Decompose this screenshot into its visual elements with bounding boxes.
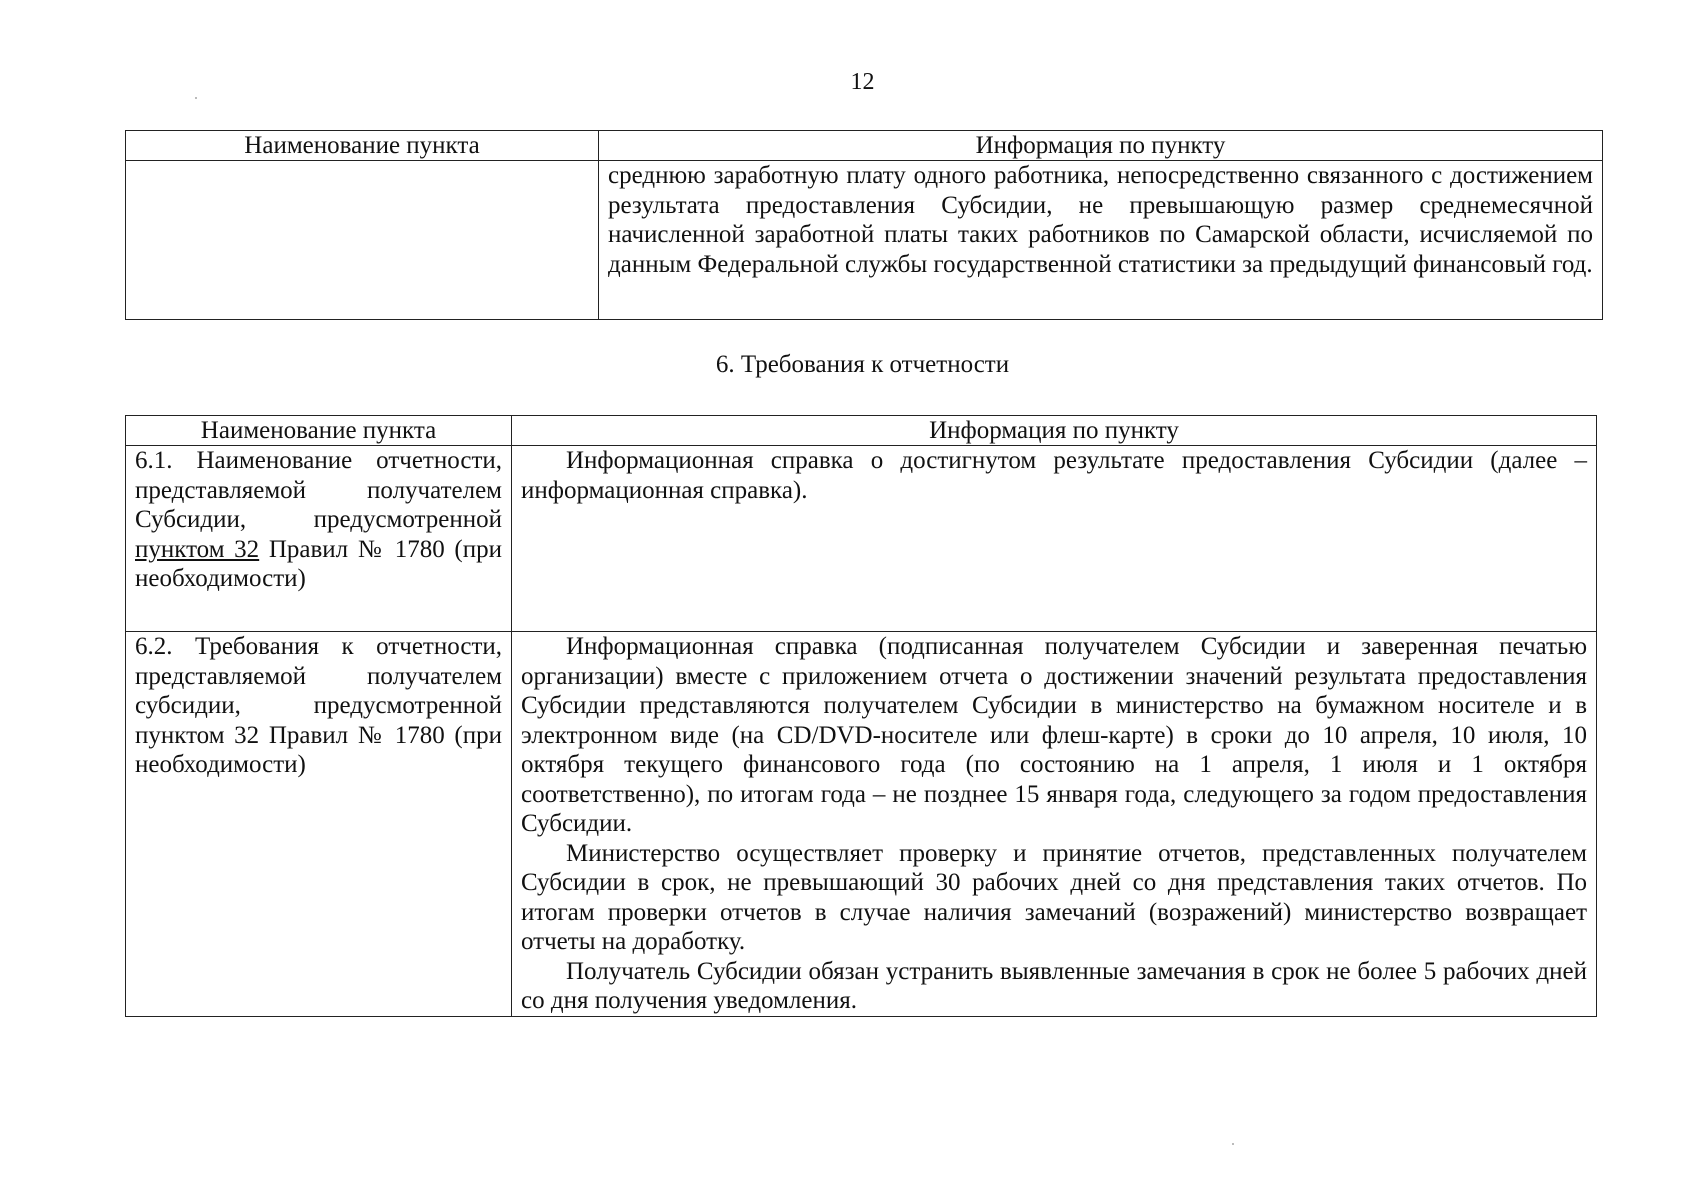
header-item-info: Информация по пункту (599, 131, 1603, 161)
section-title: 6. Требования к отчетности (715, 351, 1010, 378)
header-item-name: Наименование пункта (126, 416, 512, 446)
item-6-1-info-cell (512, 446, 1597, 632)
scan-speck (1232, 1143, 1234, 1145)
rule-paragraph-link[interactable]: пунктом 32 (135, 535, 260, 563)
item-6-1-name-tail: Правил № 1780 (при необходимости) (135, 535, 503, 592)
reporting-requirements-table (125, 415, 1597, 1017)
table-row (126, 632, 1597, 1017)
table-header-row (126, 131, 1603, 161)
header-item-name: Наименование пункта (126, 131, 599, 161)
page-number: 12 (850, 69, 875, 95)
item-6-2-info-paragraph-3: Получатель Субсидии обязан устранить выявленные замечания в срок не более 5 рабочих дней со дня получения уведомления. (521, 957, 1587, 1014)
item-6-2-name-cell: 6.2. Требования к отчетности, представляемой получателем субсидии, предусмотренной пунктом 32 Правил № 1780 (при необходимости) (126, 632, 512, 1017)
item-6-2-info-cell (512, 632, 1597, 1017)
table-row (126, 161, 1603, 320)
table-header-row (126, 416, 1597, 446)
item-6-1-info-text: Информационная справка о достигнутом результате предоставления Субсидии (далее – информационная справка). (521, 447, 1587, 504)
header-item-info: Информация по пункту (512, 416, 1597, 446)
item-6-1-name-cell (126, 446, 512, 632)
continued-info-cell: среднюю заработную плату одного работника, непосредственно связанного с достижением результата предоставления Субсидии, не превышающую размер среднемесячной начисленной заработной платы таких работников по Самарской области, исчисляемой по данным Федеральной службы государственной статистики за предыдущий финансовый год. (599, 161, 1603, 320)
empty-name-cell (126, 161, 599, 320)
item-6-2-info-paragraph-2: Министерство осуществляет проверку и принятие отчетов, представленных получателем Субсидии в срок, не превышающий 30 рабочих дней со дня представления таких отчетов. По итогам проверки отчетов в случае наличия замечаний (возражений) министерство возвращает отчеты на доработку. (521, 839, 1587, 955)
table-row (126, 446, 1597, 632)
scan-speck (195, 97, 197, 99)
item-6-2-info-paragraph-1: Информационная справка (подписанная получателем Субсидии и заверенная печатью организации) вместе с приложением отчета о достижении значений результата предоставления Субсидии представляются получателем Субсидии в министерство на бумажном носителе и в электронном виде (на CD/DVD-носителе или флеш-карте) в сроки до 10 апреля, 10 июля, 10 октября текущего финансового года (по состоянию на 1 апреля, 1 июля и 1 октября соответственно), по итогам года – не позднее 15 января года, следующего за годом предоставления Субсидии. (521, 633, 1587, 837)
item-6-1-name-text: 6.1. Наименование отчетности, представляемой получателем Субсидии, предусмотренной (135, 447, 502, 533)
continued-info-table (125, 130, 1603, 320)
